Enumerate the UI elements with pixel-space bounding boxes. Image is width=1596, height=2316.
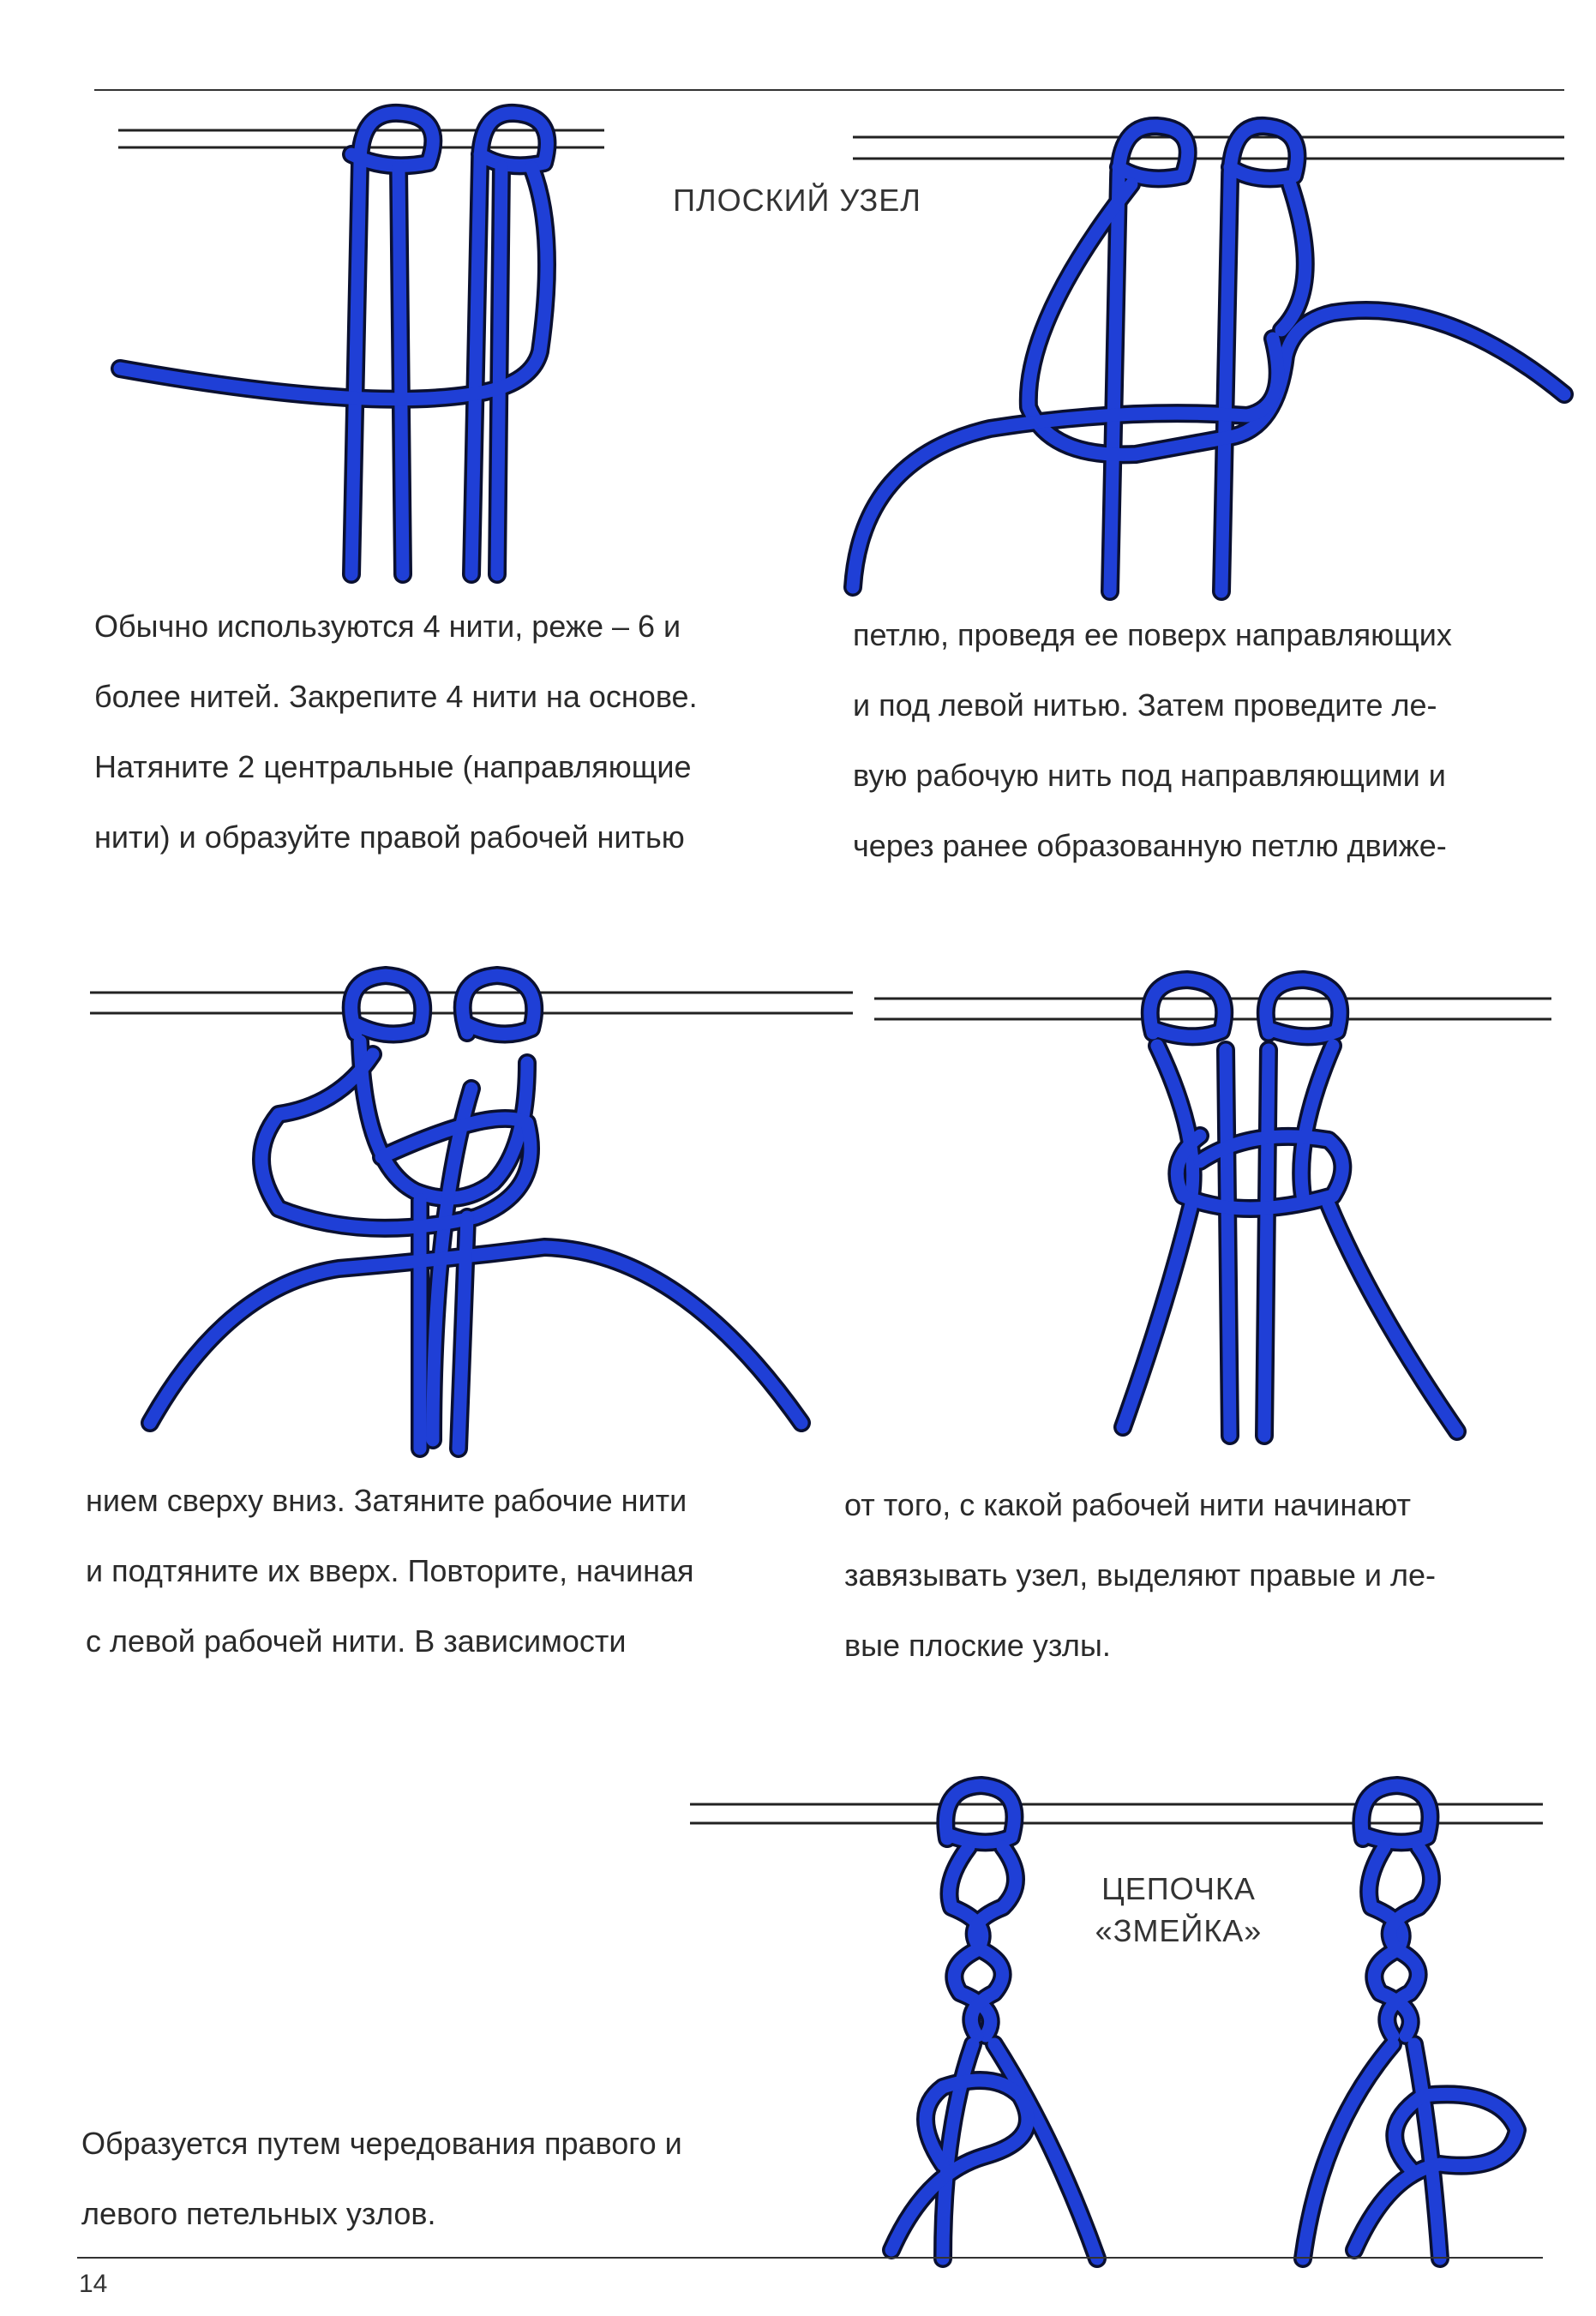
chain-caption-line-2: «ЗМЕЙКА» [1095,1912,1263,1948]
paragraph-line: Натяните 2 центральные (направляющие [94,749,692,784]
knot-figure-step-4 [866,964,1560,1444]
paragraph-line: и под левой нитью. Затем проведите ле- [853,687,1437,723]
paragraph-line: левого петельных узлов. [81,2196,436,2231]
paragraph-line: через ранее образованную петлю движе- [853,828,1447,863]
paragraph-5 [81,2109,682,2249]
paragraph-4 [844,1470,1436,1681]
paragraph-line: вые плоские узлы. [844,1628,1111,1663]
paragraph-line: и подтяните их вверх. Повторите, начиная [86,1553,694,1588]
page-number: 14 [79,2270,108,2298]
paragraph-1 [94,591,698,873]
paragraph-line: от того, с какой рабочей нити начинают [844,1487,1411,1522]
knot-figure-step-2 [844,99,1573,600]
paragraph-3 [86,1466,693,1677]
chain-caption-line-1: ЦЕПОЧКА [1101,1871,1256,1906]
knot-figure-step-3 [81,960,861,1449]
paragraph-line: завязывать узел, выделяют правые и ле- [844,1557,1436,1593]
bottom-rule [77,2257,1543,2259]
top-rule [94,89,1564,91]
knot-figure-step-1 [103,94,634,583]
rod [690,1804,1543,1823]
paragraph-line: вую рабочую нить под направляющими и [853,758,1446,793]
paragraph-line: Обычно используются 4 нити, реже – 6 и [94,609,681,644]
paragraph-line: с левой рабочей нити. В зависимости [86,1623,627,1659]
paragraph-line: более нитей. Закрепите 4 нити на основе. [94,679,698,714]
paragraph-line: Образуется путем чередования правого и [81,2126,682,2161]
paragraph-line: петлю, проведя ее поверх направляющих [853,617,1452,652]
paragraph-line: нити) и образуйте правой рабочей нитью [94,819,685,855]
section-title: ПЛОСКИЙ УЗЕЛ [673,183,921,218]
rod [853,137,1564,159]
paragraph-2 [853,600,1452,881]
paragraph-line: нием сверху вниз. Затяните рабочие нити [86,1483,687,1518]
chain-figure [686,1770,1551,2263]
chain-caption [1059,1869,1299,1952]
